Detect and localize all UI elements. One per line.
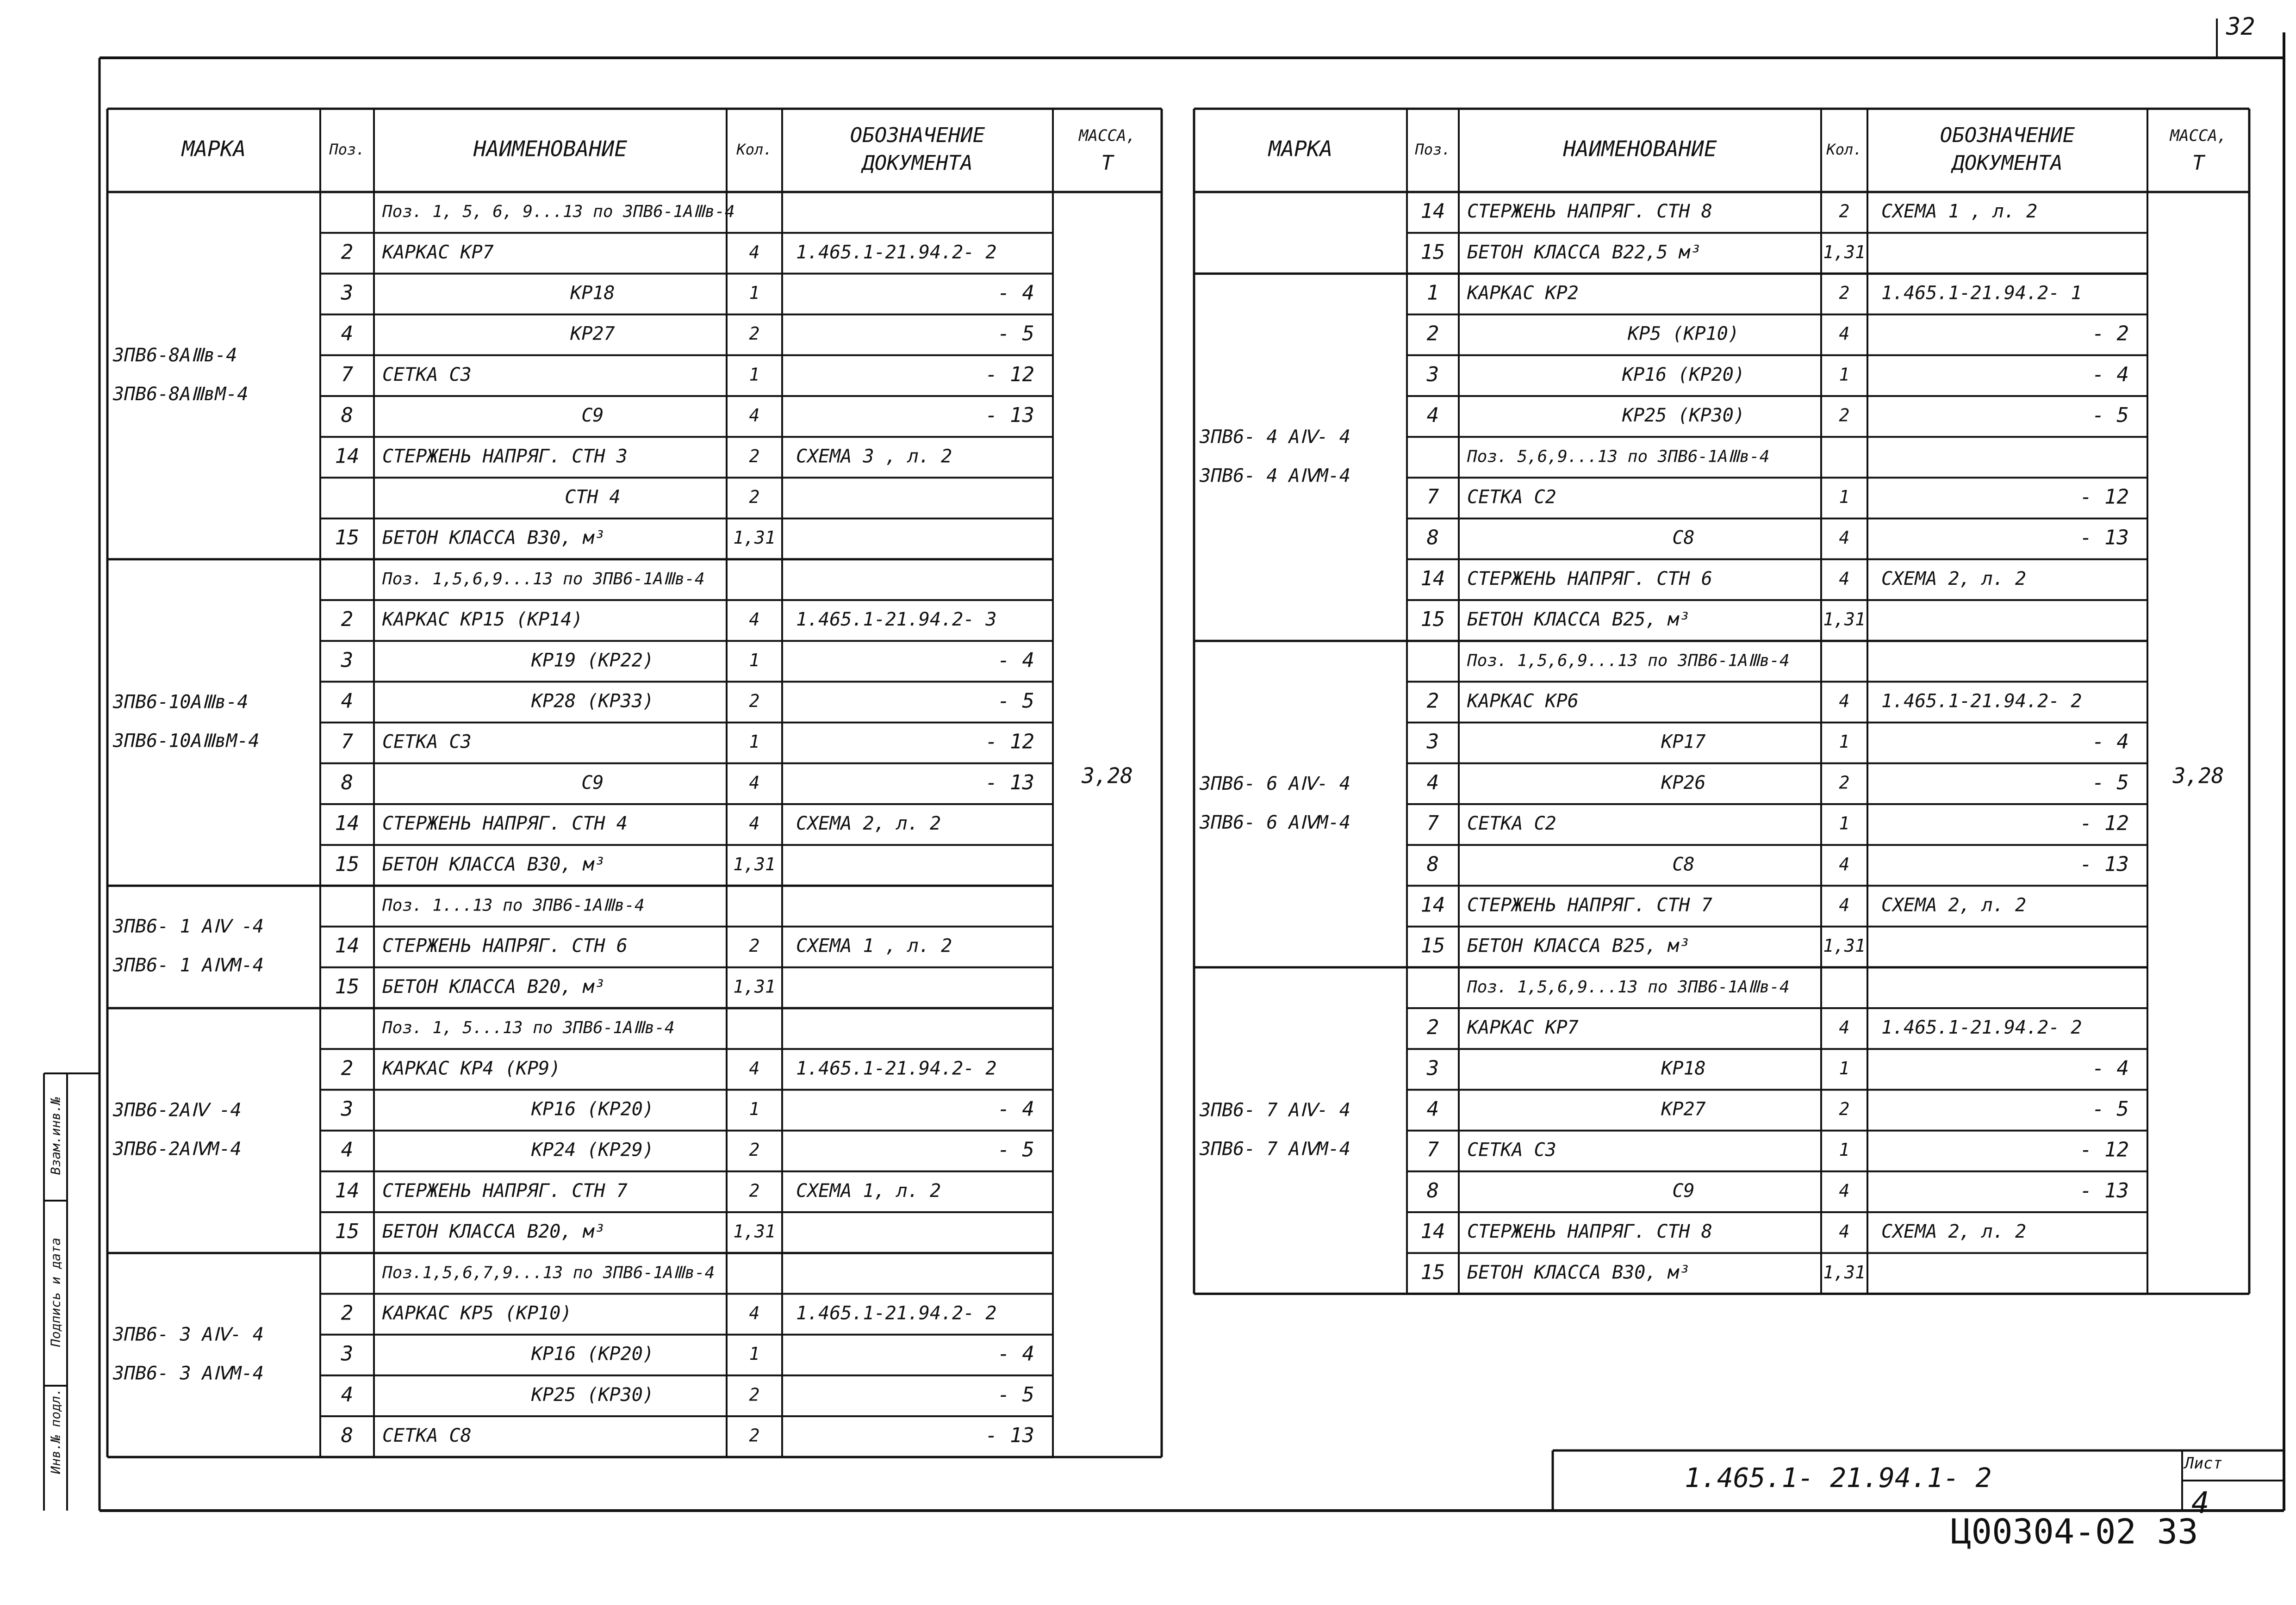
left_table-cell-pos: 3 [341, 648, 354, 672]
left_table-cell-name: Поз. 1, 5, 6, 9...13 по 3ПВ6-1АⅢв-4 [382, 202, 735, 222]
right_table-cell-name: СТЕРЖЕНЬ НАПРЯГ. СТН 8 [1467, 1221, 1712, 1243]
left_table-cell-doc: - 13 [985, 770, 1034, 794]
left_table-cell-name: БЕТОН КЛАССА В30, м³ [382, 854, 605, 875]
left_table-cell-name: КР16 (КР20) [531, 1343, 654, 1365]
right_table-cell-doc: - 2 [2092, 322, 2129, 346]
right_table-cell-doc: - 12 [2080, 1138, 2129, 1162]
right_table-cell-qty: 4 [1839, 323, 1850, 344]
left_table-header-mass: Т [1101, 151, 1114, 175]
right_table-cell-name: Поз. 1,5,6,9...13 по 3ПВ6-1АⅢв-4 [1467, 977, 1790, 997]
side-stamp-signature [44, 1201, 67, 1383]
right_table-cell-name: КР26 [1661, 772, 1706, 793]
right_table-cell-pos: 14 [1420, 199, 1445, 223]
side-stamp-signature-label: Подпись и дата [48, 1237, 63, 1347]
left_table-cell-qty: 4 [749, 405, 760, 426]
left_table-cell-pos: 15 [335, 974, 360, 998]
right_table-header-doc: ОБОЗНАЧЕНИЕ [1940, 124, 2075, 147]
right_table-cell-qty: 4 [1839, 568, 1850, 589]
left_table-cell-pos: 2 [341, 1056, 354, 1080]
left_table-cell-qty: 2 [749, 446, 760, 466]
right_table-cell-qty: 1 [1839, 364, 1850, 385]
right_table-header-doc: ДОКУМЕНТА [1952, 151, 2063, 175]
left_table-cell-name: СЕТКА С3 [382, 731, 472, 753]
right_table-cell-qty: 2 [1839, 772, 1850, 793]
left_table-cell-qty: 2 [749, 323, 760, 344]
right_table-group-mark: 3ПВ6- 6 АⅣ- 4 [1200, 773, 1350, 794]
left_table-cell-pos: 14 [335, 1178, 360, 1202]
left_table-cell-qty: 2 [749, 1425, 760, 1446]
left_table-cell-name: КР18 [570, 282, 615, 304]
right_table-cell-pos: 15 [1420, 240, 1445, 264]
right_table-header-mass: Т [2192, 151, 2205, 175]
right_table-cell-doc: 1.465.1-21.94.2- 1 [1881, 282, 2082, 304]
left_table-cell-pos: 3 [341, 1342, 354, 1366]
right_table-cell-doc: - 12 [2080, 485, 2129, 509]
left_table-group-mark: 3ПВ6-10АⅢв-4 [113, 691, 249, 713]
right_table-cell-name: КР17 [1661, 731, 1706, 753]
left_table-cell-name: Поз.1,5,6,7,9...13 по 3ПВ6-1АⅢв-4 [382, 1263, 715, 1283]
right_table-cell-qty: 2 [1839, 1099, 1850, 1119]
right_table-cell-pos: 7 [1426, 1138, 1439, 1162]
right_table-cell-qty: 1,31 [1823, 936, 1866, 956]
right_table-cell-name: СТЕРЖЕНЬ НАПРЯГ. СТН 8 [1467, 201, 1712, 223]
sheet-number: 4 [2191, 1486, 2209, 1520]
right_table-cell-qty: 4 [1839, 1180, 1850, 1201]
right_table-cell-name: БЕТОН КЛАССА В30, м³ [1467, 1262, 1690, 1283]
left_table-cell-name: СТН 4 [565, 486, 621, 508]
left_table-cell-name: СТЕРЖЕНЬ НАПРЯГ. СТН 4 [382, 813, 628, 835]
right_table-cell-pos: 3 [1426, 362, 1439, 386]
left_table-cell-qty: 1,31 [733, 527, 776, 548]
left_table-cell-name: КР19 (КР22) [531, 650, 654, 671]
right_table-cell-qty: 4 [1839, 854, 1850, 874]
left_table-cell-qty: 2 [749, 1384, 760, 1405]
right_table-group-mark: 3ПВ6- 7 АⅣМ-4 [1200, 1138, 1350, 1160]
left_table-cell-name: КАРКАС КР5 (КР10) [382, 1302, 572, 1324]
left_table-cell-doc: 1.465.1-21.94.2- 3 [796, 609, 997, 631]
left_table-group-mark: 3ПВ6-2АⅣМ-4 [113, 1138, 242, 1160]
right_table-cell-doc: - 5 [2092, 403, 2129, 428]
right_table-cell-qty: 4 [1839, 691, 1850, 711]
left_table-cell-doc: 1.465.1-21.94.2- 2 [796, 1302, 997, 1324]
left_table-cell-doc: СХЕМА 3 , л. 2 [796, 446, 952, 467]
left_table-header-qty: Кол. [736, 141, 772, 158]
right_table-cell-qty: 1 [1839, 1058, 1850, 1078]
right_table-cell-pos: 4 [1426, 1097, 1439, 1121]
left_table-cell-qty: 1 [749, 364, 760, 385]
left_table-cell-pos: 7 [341, 362, 354, 386]
left_table-cell-doc: СХЕМА 2, л. 2 [796, 813, 941, 835]
right_table-cell-pos: 7 [1426, 485, 1439, 509]
left_table-cell-name: БЕТОН КЛАССА В30, м³ [382, 527, 605, 549]
right_table-cell-pos: 14 [1420, 893, 1445, 917]
right_table-cell-name: КР18 [1661, 1058, 1706, 1079]
left_table-cell-doc: - 13 [985, 1424, 1034, 1448]
right_table-mass-value: 3,28 [2172, 763, 2224, 788]
left_table-cell-name: БЕТОН КЛАССА В20, м³ [382, 976, 605, 998]
left_table-cell-pos: 14 [335, 812, 360, 836]
left_table-group-mark: 3ПВ6-2АⅣ -4 [113, 1099, 242, 1121]
right_table-header-qty: Кол. [1826, 141, 1862, 158]
right_table-cell-name: КАРКАС КР7 [1467, 1017, 1579, 1039]
document-code: 1.465.1- 21.94.1- 2 [1685, 1462, 1992, 1493]
right_table-header-mass: МАССА, [2170, 126, 2227, 145]
right_table-group-mark: 3ПВ6- 4 АⅣМ-4 [1200, 465, 1350, 487]
right_table-cell-doc: СХЕМА 1 , л. 2 [1881, 201, 2038, 223]
left_table-cell-pos: 7 [341, 730, 354, 754]
side-stamp-replacement-label: Взам.инв.№ [48, 1097, 63, 1175]
left_table-cell-pos: 8 [341, 770, 354, 794]
right_table-cell-doc: - 4 [2092, 362, 2129, 386]
right_table-cell-doc: - 4 [2092, 1056, 2129, 1080]
left_table-cell-pos: 2 [341, 1301, 354, 1325]
right_table-cell-qty: 1 [1839, 487, 1850, 507]
left_table-cell-qty: 4 [749, 772, 760, 793]
left_table-cell-name: КАРКАС КР15 (КР14) [382, 609, 583, 631]
left_table-cell-pos: 3 [341, 281, 354, 305]
archive-stamp: Ц00304-02 33 [1951, 1512, 2198, 1552]
left_table-cell-doc: 1.465.1-21.94.2- 2 [796, 242, 997, 263]
left_table-cell-qty: 2 [749, 936, 760, 956]
right_table-cell-qty: 1,31 [1823, 609, 1866, 630]
right_table-cell-doc: - 13 [2080, 1178, 2129, 1202]
left_table-group-mark: 3ПВ6- 3 АⅣ- 4 [113, 1324, 264, 1345]
right_table-cell-qty: 2 [1839, 283, 1850, 303]
left_table-group-mark: 3ПВ6- 3 АⅣМ-4 [113, 1363, 264, 1384]
right_table-cell-doc: - 5 [2092, 1097, 2129, 1121]
left_table-cell-pos: 4 [341, 1382, 354, 1407]
left_table-cell-name: КАРКАС КР4 (КР9) [382, 1058, 561, 1079]
right_table-cell-pos: 3 [1426, 730, 1439, 754]
left_table-cell-name: СТЕРЖЕНЬ НАПРЯГ. СТН 6 [382, 935, 628, 957]
left_table-cell-doc: - 4 [997, 281, 1034, 305]
left_table-cell-name: СТЕРЖЕНЬ НАПРЯГ. СТН 3 [382, 446, 628, 467]
right_table-cell-name: С9 [1672, 1180, 1695, 1202]
left_table-cell-name: КР16 (КР20) [531, 1098, 654, 1120]
right_table-cell-doc: СХЕМА 2, л. 2 [1881, 1221, 2027, 1243]
right_table-cell-pos: 8 [1426, 852, 1439, 876]
left_table-cell-qty: 2 [749, 691, 760, 711]
left_table-cell-qty: 1,31 [733, 1221, 776, 1242]
page-number: 32 [2226, 13, 2255, 41]
left_table-cell-qty: 1 [749, 650, 760, 670]
left_table-cell-name: С9 [581, 772, 604, 793]
right_table-cell-name: КР16 (КР20) [1622, 364, 1745, 385]
left_table-cell-qty: 2 [749, 487, 760, 507]
left_table-cell-qty: 2 [749, 1180, 760, 1201]
right_table-cell-pos: 3 [1426, 1056, 1439, 1080]
right_table-cell-pos: 15 [1420, 607, 1445, 632]
left_table-cell-doc: - 4 [997, 1097, 1034, 1121]
right_table-cell-pos: 8 [1426, 526, 1439, 550]
left_table-group-mark: 3ПВ6-8АⅢвМ-4 [113, 383, 249, 405]
left_table-cell-name: СЕТКА С3 [382, 364, 472, 385]
left_table-cell-pos: 8 [341, 1424, 354, 1448]
left_table-cell-name: КР27 [570, 323, 615, 345]
right_table-cell-doc: - 12 [2080, 812, 2129, 836]
left_table-cell-name: Поз. 1...13 по 3ПВ6-1АⅢв-4 [382, 896, 645, 915]
left_table-cell-name: КР25 (КР30) [531, 1384, 654, 1406]
right_table-cell-pos: 4 [1426, 770, 1439, 794]
right_table-cell-qty: 2 [1839, 201, 1850, 222]
right_table-cell-pos: 8 [1426, 1178, 1439, 1202]
left_table-cell-doc: - 13 [985, 403, 1034, 428]
left_table-cell-pos: 4 [341, 1138, 354, 1162]
right_table-cell-name: СТЕРЖЕНЬ НАПРЯГ. СТН 7 [1467, 894, 1712, 916]
left_table-cell-pos: 3 [341, 1097, 354, 1121]
right_table-cell-pos: 2 [1426, 1016, 1439, 1040]
left_table-cell-qty: 4 [749, 1058, 760, 1078]
left_table-cell-qty: 1 [749, 1099, 760, 1119]
left_table-header-name: НАИМЕНОВАНИЕ [473, 136, 628, 161]
right_table-cell-doc: 1.465.1-21.94.2- 2 [1881, 1017, 2082, 1039]
left_table-cell-pos: 4 [341, 689, 354, 713]
right_table-header-name: НАИМЕНОВАНИЕ [1563, 136, 1717, 161]
left_table-header-pos: Поз. [329, 141, 365, 158]
right_table-group-mark: 3ПВ6- 4 АⅣ- 4 [1200, 426, 1350, 448]
right_table-cell-qty: 4 [1839, 1221, 1850, 1242]
left_table-group-mark: 3ПВ6-8АⅢв-4 [113, 344, 237, 366]
right_table-cell-pos: 4 [1426, 403, 1439, 428]
right_table-cell-name: СЕТКА С3 [1467, 1139, 1556, 1161]
right_table-cell-name: КР25 (КР30) [1622, 405, 1745, 427]
left_table-cell-pos: 14 [335, 444, 360, 468]
right_table-cell-doc: - 5 [2092, 770, 2129, 794]
left_table-cell-pos: 15 [335, 1220, 360, 1244]
left_table-cell-name: БЕТОН КЛАССА В20, м³ [382, 1221, 605, 1243]
left_table-cell-qty: 1,31 [733, 854, 776, 874]
left_table-cell-name: Поз. 1,5,6,9...13 по 3ПВ6-1АⅢв-4 [382, 569, 705, 589]
left_table-header-doc: ДОКУМЕНТА [862, 151, 973, 175]
left_table-cell-doc: - 5 [997, 322, 1034, 346]
left_table-cell-doc: СХЕМА 1, л. 2 [796, 1180, 941, 1202]
left_table-header-mass: МАССА, [1079, 126, 1136, 145]
right_table-cell-doc: СХЕМА 2, л. 2 [1881, 894, 2027, 916]
left_table-cell-pos: 14 [335, 934, 360, 958]
right_table-header-marka: МАРКА [1268, 136, 1333, 161]
right_table-cell-pos: 2 [1426, 322, 1439, 346]
right_table-cell-pos: 1 [1426, 281, 1439, 305]
right_table-header-pos: Поз. [1415, 141, 1451, 158]
left_table-cell-doc: - 4 [997, 648, 1034, 672]
right_table-cell-doc: - 13 [2080, 526, 2129, 550]
left_table-cell-name: КР24 (КР29) [531, 1139, 654, 1161]
left_table-header-doc: ОБОЗНАЧЕНИЕ [850, 124, 985, 147]
left_table-cell-qty: 1 [749, 1344, 760, 1364]
right_table-cell-name: СЕТКА С2 [1467, 813, 1556, 835]
sheet-label: Лист [2184, 1454, 2222, 1473]
right_table-group-mark: 3ПВ6- 6 АⅣМ-4 [1200, 812, 1350, 833]
left_table-cell-pos: 15 [335, 526, 360, 550]
left_table-group-mark: 3ПВ6-10АⅢвМ-4 [113, 730, 260, 752]
left_table-cell-doc: - 12 [985, 362, 1034, 386]
right_table-cell-qty: 4 [1839, 527, 1850, 548]
left_table-cell-pos: 15 [335, 852, 360, 876]
left_table-cell-pos: 2 [341, 240, 354, 264]
left_table-cell-qty: 4 [749, 242, 760, 262]
left_table-cell-qty: 1 [749, 283, 760, 303]
right_table-cell-qty: 1 [1839, 731, 1850, 752]
left_table-cell-pos: 2 [341, 607, 354, 632]
left_table-cell-qty: 2 [749, 1140, 760, 1160]
side-stamp-inventory [44, 1386, 67, 1476]
right_table-cell-pos: 7 [1426, 812, 1439, 836]
left_table-cell-name: КАРКАС КР7 [382, 242, 494, 263]
left_table-group-mark: 3ПВ6- 1 АⅣМ-4 [113, 954, 264, 976]
right_table-cell-name: БЕТОН КЛАССА В25, м³ [1467, 935, 1690, 957]
left_table-cell-name: СТЕРЖЕНЬ НАПРЯГ. СТН 7 [382, 1180, 628, 1202]
left_table-cell-name: СЕТКА С8 [382, 1425, 472, 1447]
right_table-cell-name: Поз. 5,6,9...13 по 3ПВ6-1АⅢв-4 [1467, 447, 1770, 466]
right_table-cell-name: БЕТОН КЛАССА В25, м³ [1467, 609, 1690, 631]
left_table-cell-doc: СХЕМА 1 , л. 2 [796, 935, 952, 957]
right_table-cell-qty: 1,31 [1823, 242, 1866, 262]
right_table-cell-name: КР5 (КР10) [1628, 323, 1739, 345]
right_table-cell-doc: - 13 [2080, 852, 2129, 876]
right_table-cell-qty: 2 [1839, 405, 1850, 426]
left_table-cell-qty: 4 [749, 813, 760, 834]
left_table-cell-doc: - 4 [997, 1342, 1034, 1366]
right_table-cell-name: СТЕРЖЕНЬ НАПРЯГ. СТН 6 [1467, 568, 1712, 589]
right_table-cell-name: КР27 [1661, 1098, 1706, 1120]
left_table-cell-qty: 4 [749, 1303, 760, 1323]
left_table-cell-qty: 1 [749, 731, 760, 752]
right_table-group-mark: 3ПВ6- 7 АⅣ- 4 [1200, 1099, 1350, 1121]
right_table-cell-name: КАРКАС КР2 [1467, 282, 1579, 304]
right_table-cell-doc: СХЕМА 2, л. 2 [1881, 568, 2027, 589]
right_table-cell-pos: 2 [1426, 689, 1439, 713]
left_table-cell-name: Поз. 1, 5...13 по 3ПВ6-1АⅢв-4 [382, 1018, 675, 1038]
right_table-cell-name: СЕТКА С2 [1467, 486, 1556, 508]
side-stamp-replacement [44, 1073, 67, 1198]
side-stamp-inventory-label: Инв.№ подл. [48, 1388, 63, 1474]
left_table-cell-doc: - 5 [997, 689, 1034, 713]
right_table-cell-pos: 14 [1420, 566, 1445, 590]
right_table-cell-name: С8 [1672, 527, 1695, 549]
left_table-cell-qty: 4 [749, 609, 760, 630]
left_table-cell-doc: 1.465.1-21.94.2- 2 [796, 1058, 997, 1079]
right_table-cell-name: КАРКАС КР6 [1467, 690, 1579, 712]
right_table-cell-qty: 4 [1839, 1017, 1850, 1038]
right_table-cell-doc: 1.465.1-21.94.2- 2 [1881, 690, 2082, 712]
left_table-cell-doc: - 5 [997, 1138, 1034, 1162]
left_table-cell-qty: 1,31 [733, 976, 776, 997]
right_table-cell-name: Поз. 1,5,6,9...13 по 3ПВ6-1АⅢв-4 [1467, 651, 1790, 670]
left_table-cell-doc: - 12 [985, 730, 1034, 754]
left_table-cell-pos: 4 [341, 322, 354, 346]
left_table-mass-value: 3,28 [1082, 763, 1133, 788]
right_table-cell-doc: - 4 [2092, 730, 2129, 754]
right_table-cell-name: БЕТОН КЛАССА В22,5 м³ [1467, 242, 1701, 263]
left_table-group-mark: 3ПВ6- 1 АⅣ -4 [113, 916, 264, 937]
left_table-cell-name: С9 [581, 405, 604, 427]
right_table-cell-qty: 4 [1839, 895, 1850, 915]
right_table-cell-pos: 15 [1420, 1260, 1445, 1284]
right_table-cell-pos: 14 [1420, 1220, 1445, 1244]
left_table-cell-name: КР28 (КР33) [531, 690, 654, 712]
right_table-cell-pos: 15 [1420, 934, 1445, 958]
right_table-cell-name: С8 [1672, 854, 1695, 875]
right_table-cell-qty: 1 [1839, 1140, 1850, 1160]
right_table-cell-qty: 1,31 [1823, 1262, 1866, 1283]
left_table-cell-doc: - 5 [997, 1382, 1034, 1407]
right_table-cell-qty: 1 [1839, 813, 1850, 834]
left_table-header-marka: МАРКА [181, 136, 246, 161]
left_table-cell-pos: 8 [341, 403, 354, 428]
